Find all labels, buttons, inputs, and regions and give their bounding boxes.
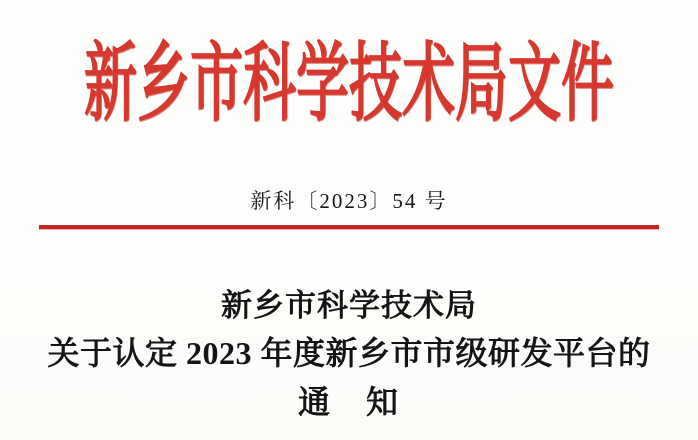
- letterhead-banner: [0, 18, 698, 136]
- notice-title-issuer: 新乡市科学技术局: [221, 288, 477, 323]
- letterhead-title: 新乡市科学技术局文件: [84, 38, 614, 133]
- notice-title-block: [0, 283, 698, 427]
- notice-title-type: 通 知: [297, 384, 400, 420]
- document-reference-number: 新科〔2023〕54 号: [250, 189, 448, 213]
- letterhead-divider-rule: [39, 225, 659, 229]
- notice-title-subject: 关于认定 2023 年度新乡市市级研发平台的: [47, 335, 651, 371]
